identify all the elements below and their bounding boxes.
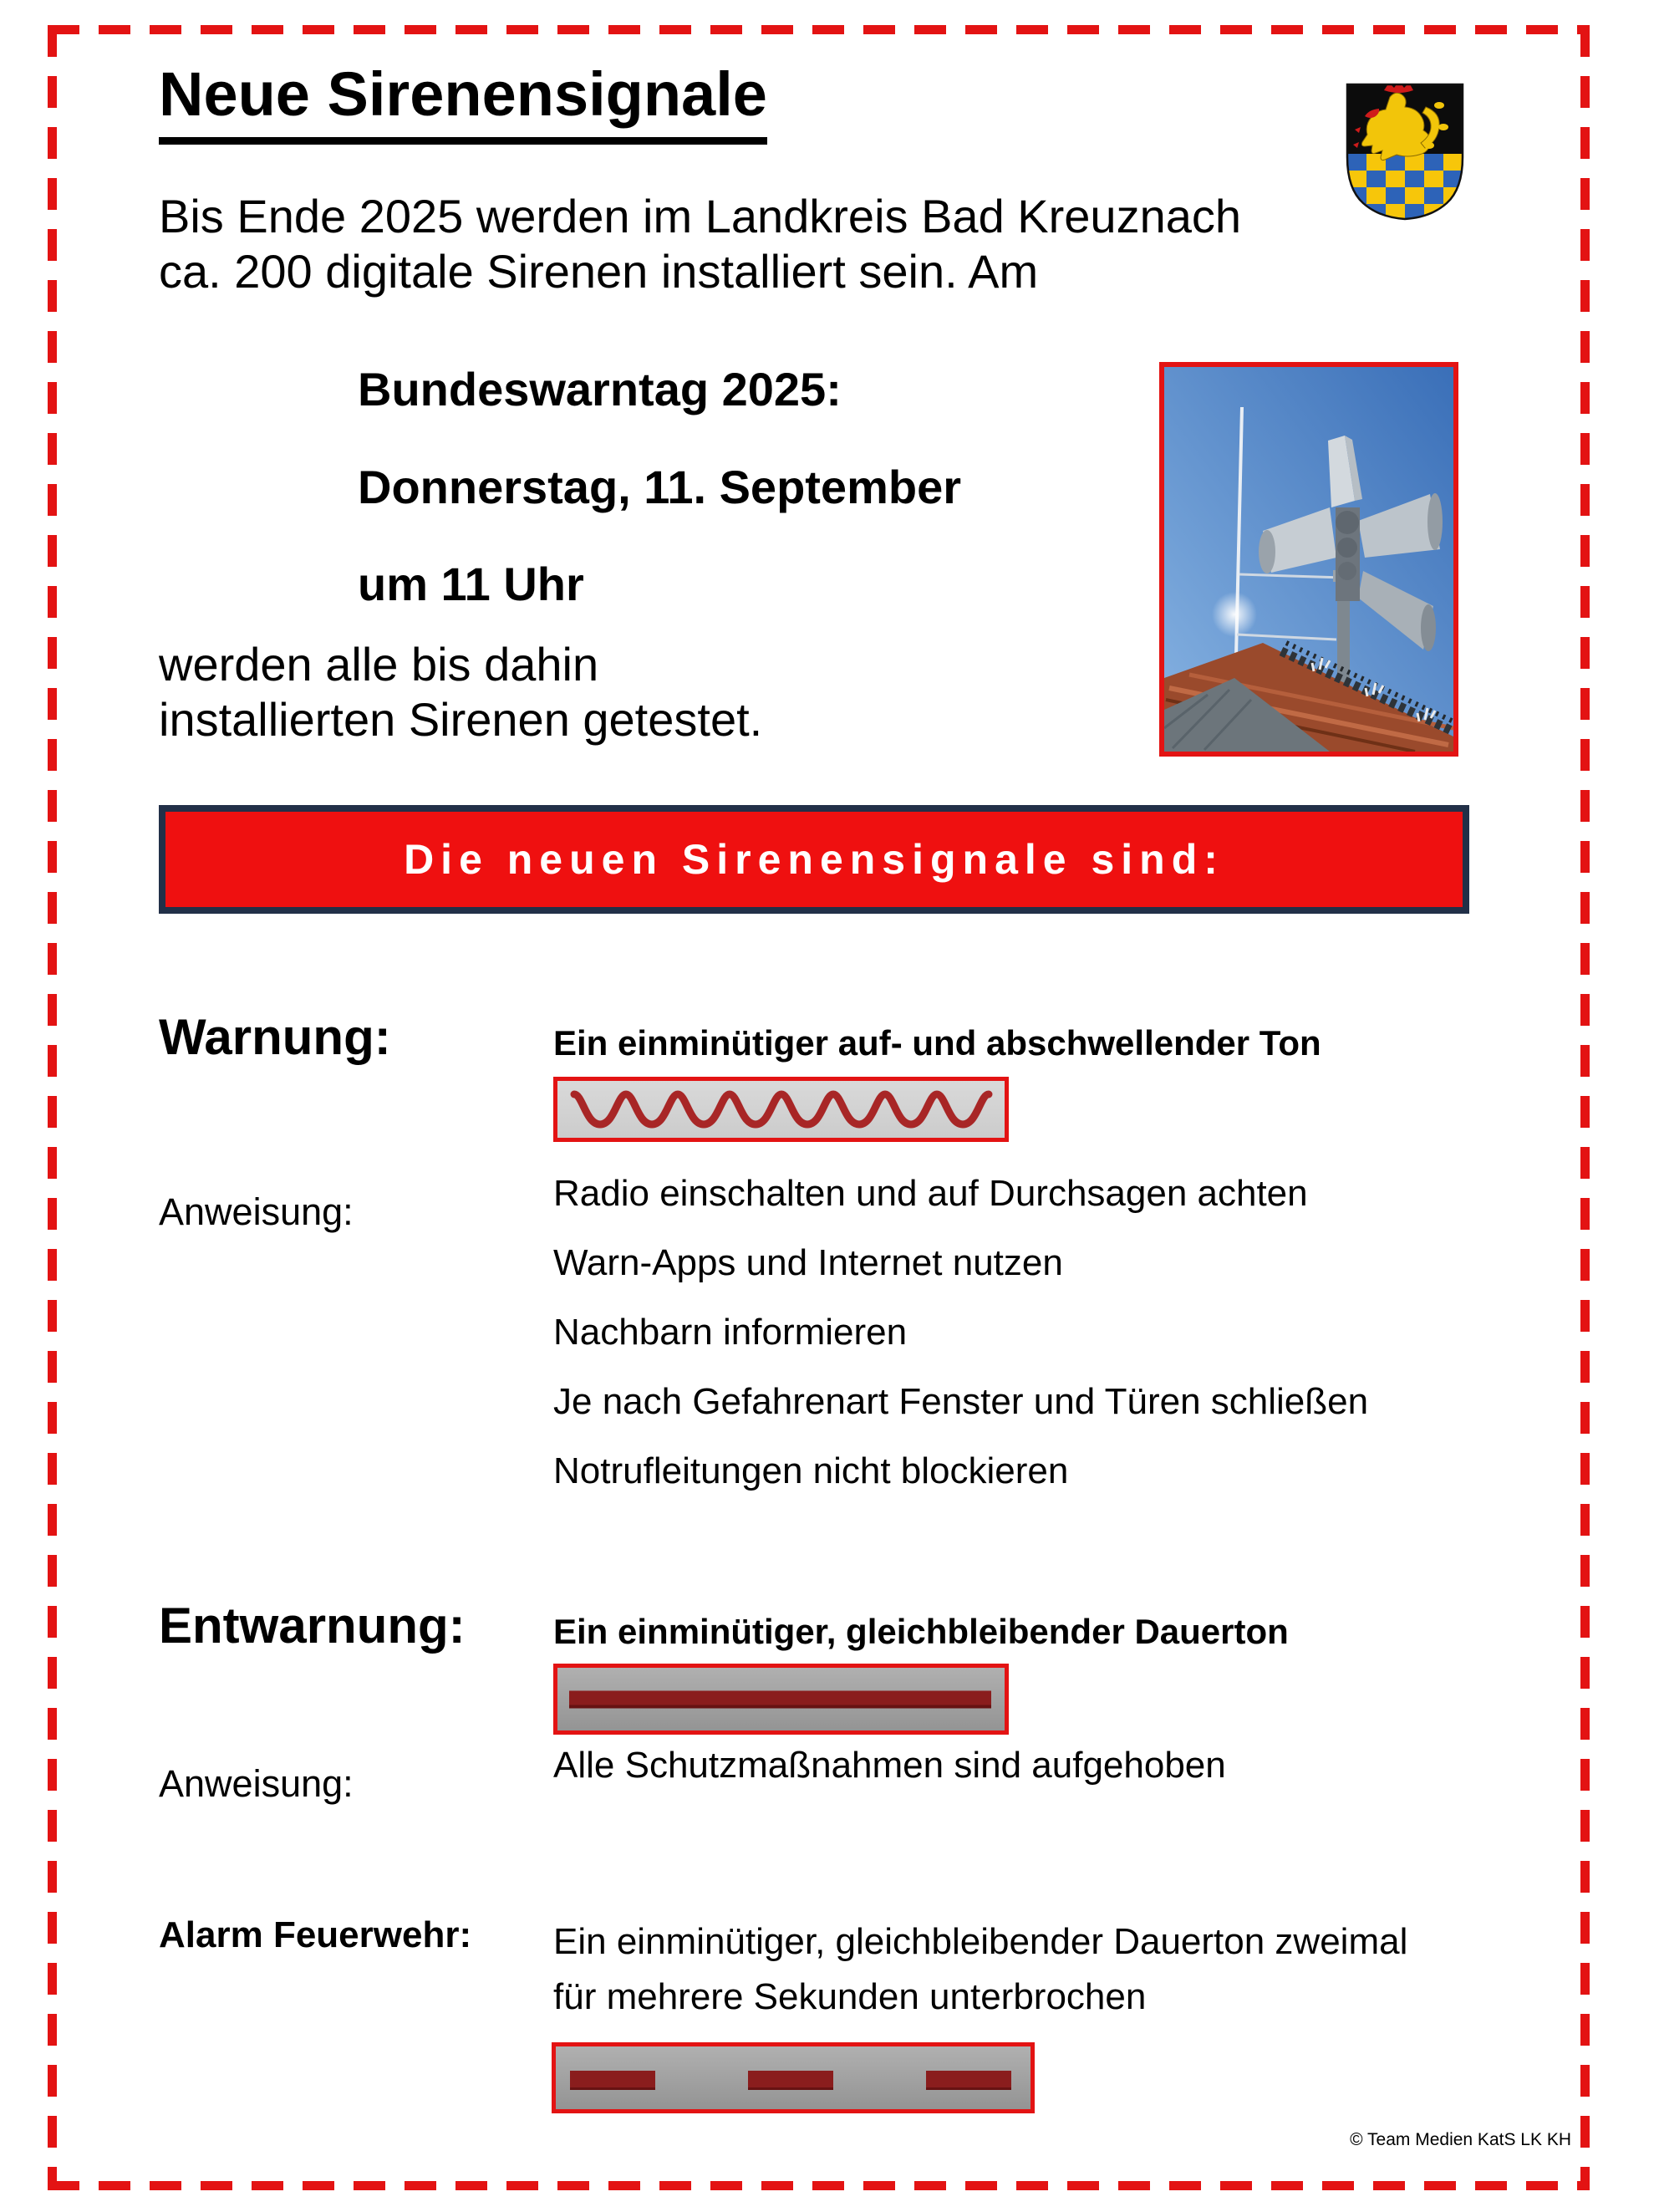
- banner-text: Die neuen Sirenensignale sind:: [404, 836, 1224, 883]
- event-line-1: Bundeswarntag 2025:: [358, 363, 842, 415]
- instruction-item: Warn-Apps und Internet nutzen: [553, 1242, 1063, 1283]
- alarm-description-line-2: für mehrere Sekunden unterbrochen: [553, 1976, 1147, 2017]
- wave-signal-icon: [553, 1077, 1009, 1142]
- instruction-item: Alle Schutzmaßnahmen sind aufgehoben: [553, 1745, 1226, 1786]
- copyright-note: © Team Medien KatS LK KH: [1350, 2130, 1571, 2149]
- section-entwarnung-label: Entwarnung:: [159, 1598, 466, 1654]
- intro-paragraph: [159, 189, 1241, 299]
- frame-left: [48, 25, 57, 2190]
- interrupted-signal-icon: [552, 2042, 1035, 2113]
- banner: [159, 805, 1469, 914]
- section-alarm-label: Alarm Feuerwehr:: [159, 1914, 472, 1955]
- entwarnung-anweisung-label: Anweisung:: [159, 1762, 354, 1805]
- event-note: [159, 637, 762, 747]
- tone-dash: [570, 2071, 655, 2090]
- warnung-anweisung-label: Anweisung:: [159, 1190, 354, 1233]
- alarm-description-line-1: Ein einminütiger, gleichbleibender Dauerton zweimal: [553, 1921, 1408, 1962]
- continuous-tone-bar: [569, 1690, 991, 1708]
- entwarnung-description: Ein einminütiger, gleichbleibender Dauerton: [553, 1612, 1289, 1651]
- event-line-3: um 11 Uhr: [358, 558, 584, 610]
- coat-of-arms-icon: [1342, 80, 1468, 227]
- entwarnung-instructions: [553, 1730, 1226, 1800]
- instruction-item: Je nach Gefahrenart Fenster und Türen schließen: [553, 1381, 1369, 1422]
- event-line-2: Donnerstag, 11. September: [358, 461, 962, 513]
- intro-line-2: ca. 200 digitale Sirenen installiert sein. Am: [159, 245, 1039, 298]
- continuous-signal-icon: [553, 1664, 1009, 1735]
- instruction-item: Nachbarn informieren: [553, 1312, 908, 1353]
- warnung-instructions: [553, 1159, 1368, 1506]
- siren-photo: [1159, 362, 1458, 757]
- intro-line-1: Bis Ende 2025 werden im Landkreis Bad Kreuznach: [159, 190, 1241, 242]
- section-warnung-label: Warnung:: [159, 1009, 391, 1065]
- tone-dash: [748, 2071, 833, 2090]
- warnung-description: Ein einminütiger auf- und abschwellender Ton: [553, 1023, 1321, 1063]
- event-note-line-2: installierten Sirenen getestet.: [159, 693, 763, 746]
- instruction-item: Notrufleitungen nicht blockieren: [553, 1450, 1069, 1491]
- page-title: Neue Sirenensignale: [159, 60, 767, 145]
- instruction-item: Radio einschalten und auf Durchsagen achten: [553, 1173, 1308, 1214]
- alarm-description: [553, 1914, 1407, 2025]
- event-note-line-1: werden alle bis dahin: [159, 638, 599, 691]
- tone-dash: [926, 2071, 1011, 2090]
- frame-right: [1580, 25, 1590, 2190]
- frame-bottom: [48, 2181, 1590, 2190]
- frame-top: [48, 25, 1590, 34]
